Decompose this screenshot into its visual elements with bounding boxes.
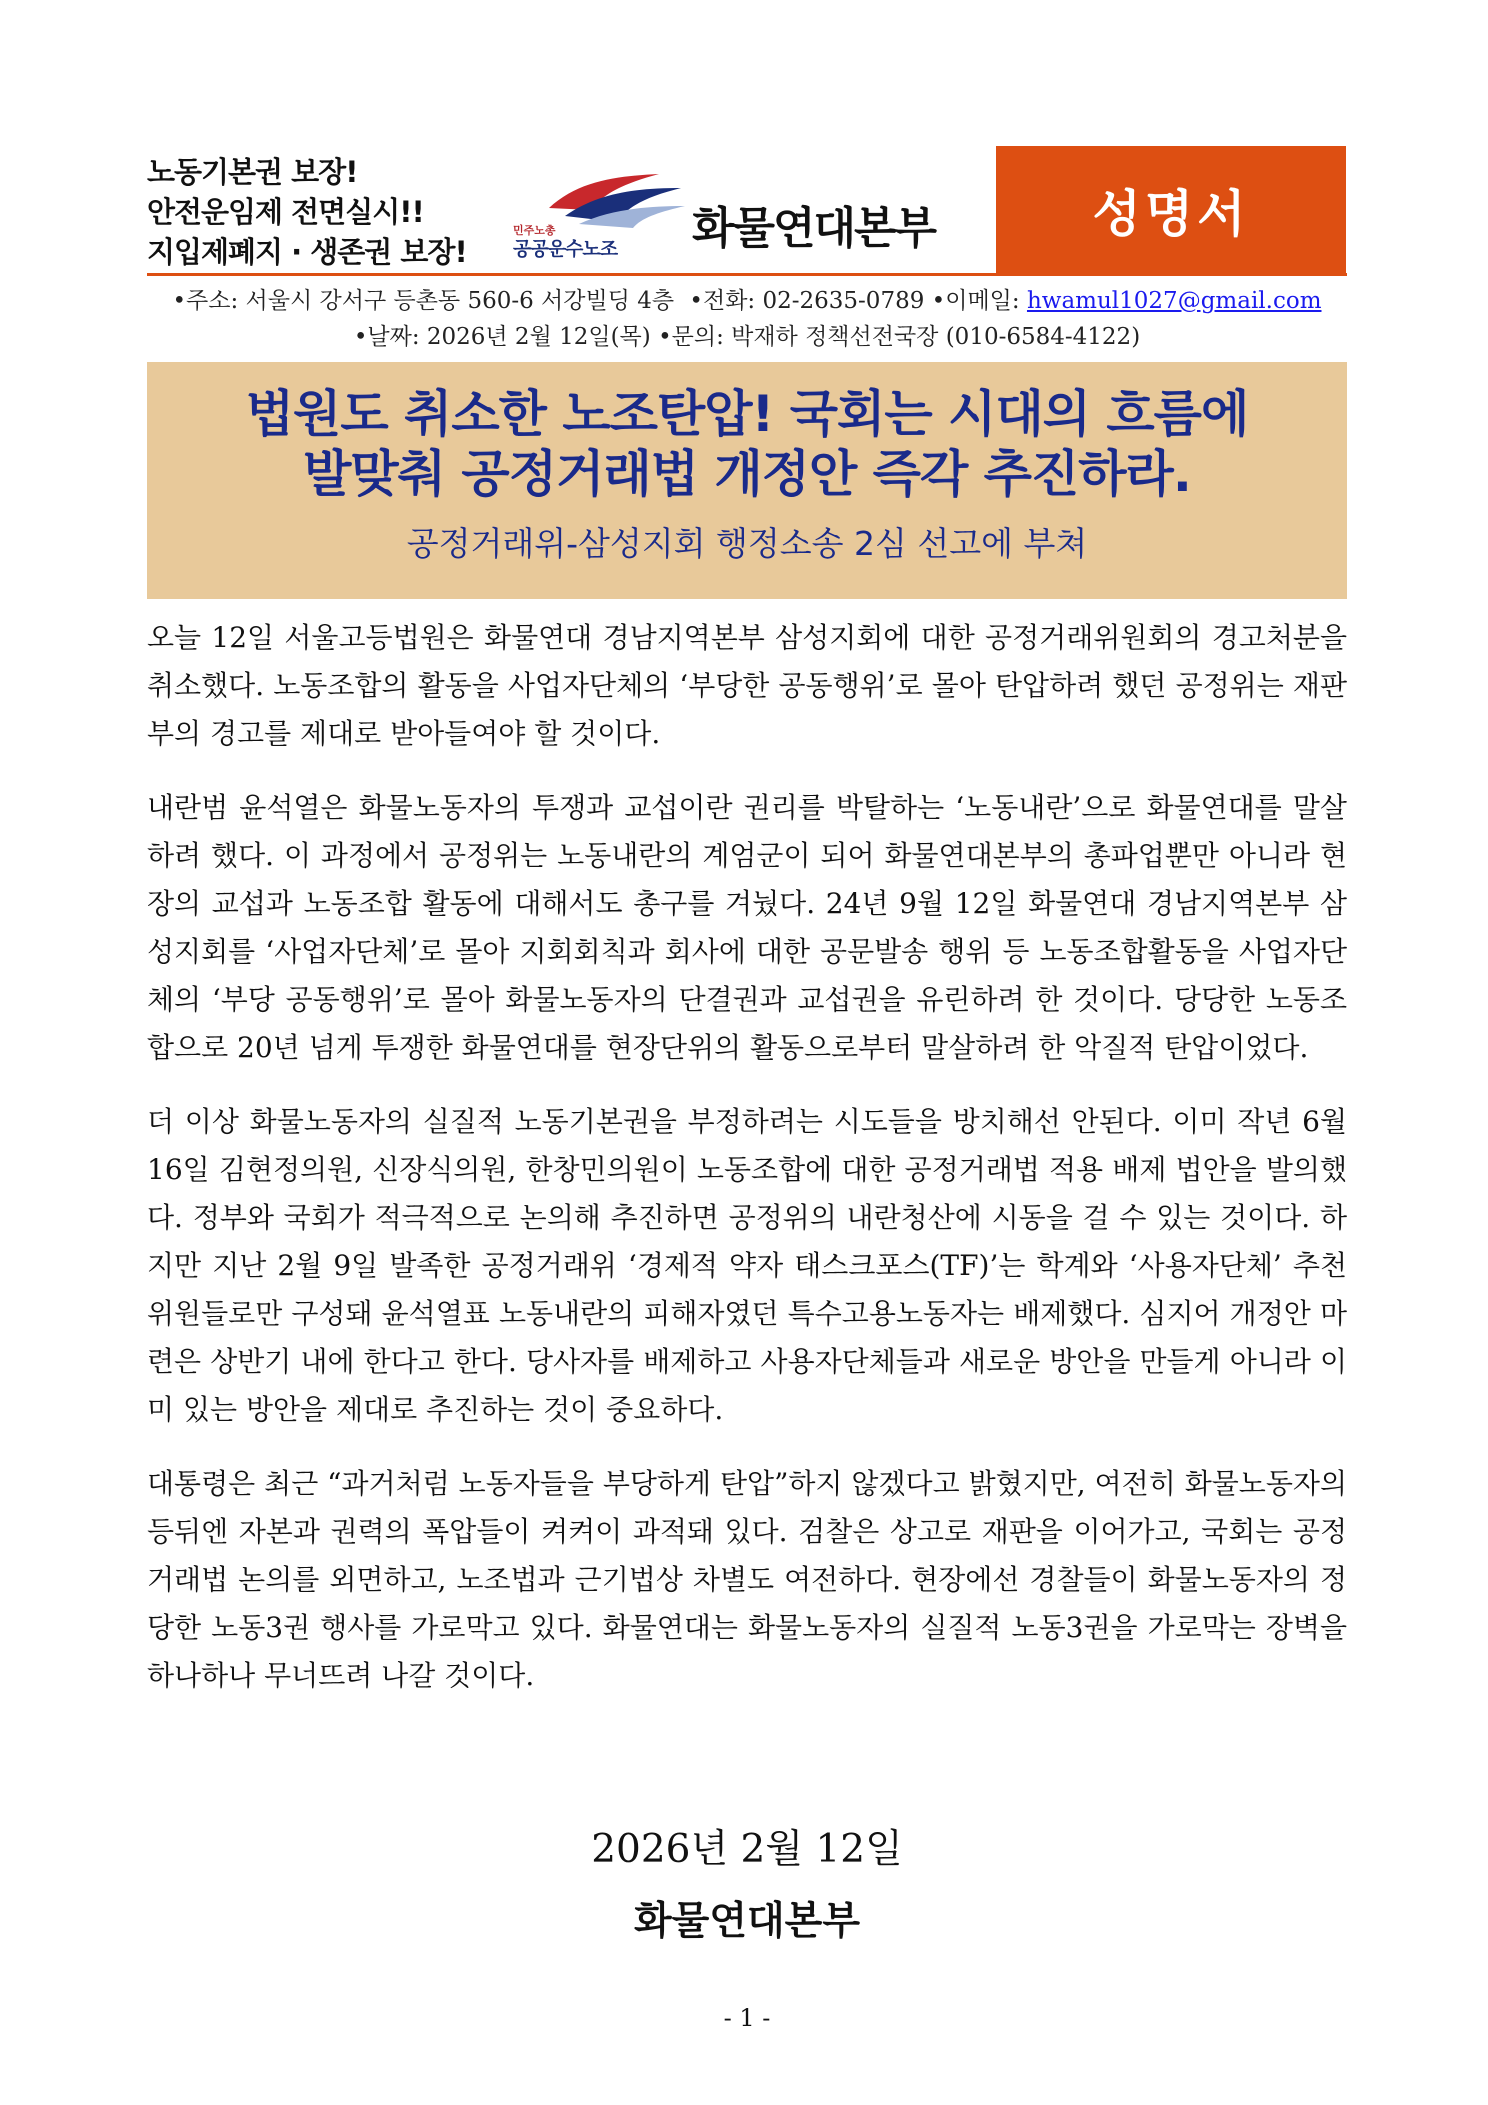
contact-email-link[interactable]: hwamul1027@gmail.com bbox=[1026, 288, 1322, 314]
slogan-2: 안전운임제 전면실시!! bbox=[147, 195, 424, 229]
signature-org: 화물연대본부 bbox=[633, 1898, 861, 1944]
signature-date: 2026년 2월 12일 bbox=[591, 1827, 903, 1872]
headline-subtitle: 공정거래위-삼성지회 행정소송 2심 선고에 부쳐 bbox=[406, 524, 1088, 563]
headline-box bbox=[147, 362, 1347, 599]
logo-confederation-text: 민주노총 bbox=[513, 224, 556, 237]
contact-inquiry: •문의: 박재하 정책선전국장 (010-6584-4122) bbox=[658, 324, 1141, 350]
paragraph-1: 오늘 12일 서울고등법원은 화물연대 경남지역본부 삼성지회에 대한 공정거래위원회의 경고처분을 취소했다. 노동조합의 활동을 사업자단체의 ‘부당한 공동행위’로 몰아 탄압하려 했던 공정위는 재판부의 경고를 제대로 받아들여야 할 것이다. bbox=[147, 621, 1347, 750]
headline-line-2: 발맞춰 공정거래법 개정안 즉각 추진하라. bbox=[303, 445, 1191, 503]
contact-date: •날짜: 2026년 2월 12일(목) bbox=[353, 324, 651, 350]
paragraph-4: 대통령은 최근 “과거처럼 노동자들을 부당하게 탄압”하지 않겠다고 밝혔지만, 여전히 화물노동자의 등뒤엔 자본과 권력의 폭압들이 켜켜이 과적돼 있다. 검찰은 상고로 재판을 이어가고, 국회는 공정거래법 논의를 외면하고, 노조법과 근기법상 차별도 여전하다. 현장에선 경찰들이 화물노동자의 정당한 노동3권 행사를 가로막고 있다. 화물연대는 화물노동자의 실질적 노동3권을 가로막는 장벽을 하나하나 무너뜨려 나갈 것이다. bbox=[147, 1467, 1347, 1692]
paragraph-2: 내란범 윤석열은 화물노동자의 투쟁과 교섭이란 권리를 박탈하는 ‘노동내란’으로 화물연대를 말살하려 했다. 이 과정에서 공정위는 노동내란의 계엄군이 되어 화물연대본부의 총파업뿐만 아니라 현장의 교섭과 노동조합 활동에 대해서도 총구를 겨눴다. 24년 9월 12일 화물연대 경남지역본부 삼성지회를 ‘사업자단체’로 몰아 지회회칙과 회사에 대한 공문발송 행위 등 노동조합활동을 사업자단체의 ‘부당 공동행위’로 몰아 화물노동자의 단결권과 교섭권을 유린하려 한 것이다. 당당한 노동조합으로 20년 넘게 투쟁한 화물연대를 현장단위의 활동으로부터 말살하려 한 악질적 탄압이었다. bbox=[147, 791, 1347, 1064]
slogan-3: 지입제폐지 · 생존권 보장! bbox=[147, 235, 467, 269]
contact-line-2 bbox=[147, 318, 1347, 351]
contact-email-label: •이메일: bbox=[931, 288, 1020, 314]
slogan-1: 노동기본권 보장! bbox=[147, 155, 358, 189]
document-header bbox=[147, 146, 1347, 276]
org-name: 화물연대본부 bbox=[692, 203, 936, 254]
paragraph-3: 더 이상 화물노동자의 실질적 노동기본권을 부정하려는 시도들을 방치해선 안된다. 이미 작년 6월 16일 김현정의원, 신장식의원, 한창민의원이 노동조합에 대한 공정거래법 적용 배제 법안을 발의했다. 정부와 국회가 적극적으로 논의해 추진하면 공정위의 내란청산에 시동을 걸 수 있는 것이다. 하지만 지난 2월 9일 발족한 공정거래위 ‘경제적 약자 태스크포스(TF)’는 학계와 ‘사용자단체’ 추천 위원들로만 구성돼 윤석열표 노동내란의 피해자였던 특수고용노동자는 배제했다. 심지어 개정안 마련은 상반기 내에 한다고 한다. 당사자를 배제하고 사용자단체들과 새로운 방안을 만들게 아니라 이미 있는 방안을 제대로 추진하는 것이 중요하다. bbox=[147, 1105, 1347, 1426]
contact-line-1 bbox=[147, 282, 1347, 315]
statement-body bbox=[147, 614, 1347, 1726]
header-divider bbox=[147, 273, 1347, 276]
contact-address: •주소: 서울시 강서구 등촌동 560-6 서강빌딩 4층 bbox=[172, 288, 675, 314]
doc-type-label: 성명서 bbox=[1092, 185, 1250, 243]
wave-flag-icon bbox=[509, 170, 689, 230]
headline-line-1: 법원도 취소한 노조탄압! 국회는 시대의 흐름에 bbox=[245, 385, 1249, 443]
contact-phone: •전화: 02-2635-0789 bbox=[689, 288, 925, 314]
doc-type-banner bbox=[996, 146, 1346, 274]
slogan-list bbox=[147, 152, 487, 272]
logo-union-name: 공공운수노조 bbox=[513, 238, 618, 260]
page-number: - 1 - bbox=[723, 2004, 771, 2032]
